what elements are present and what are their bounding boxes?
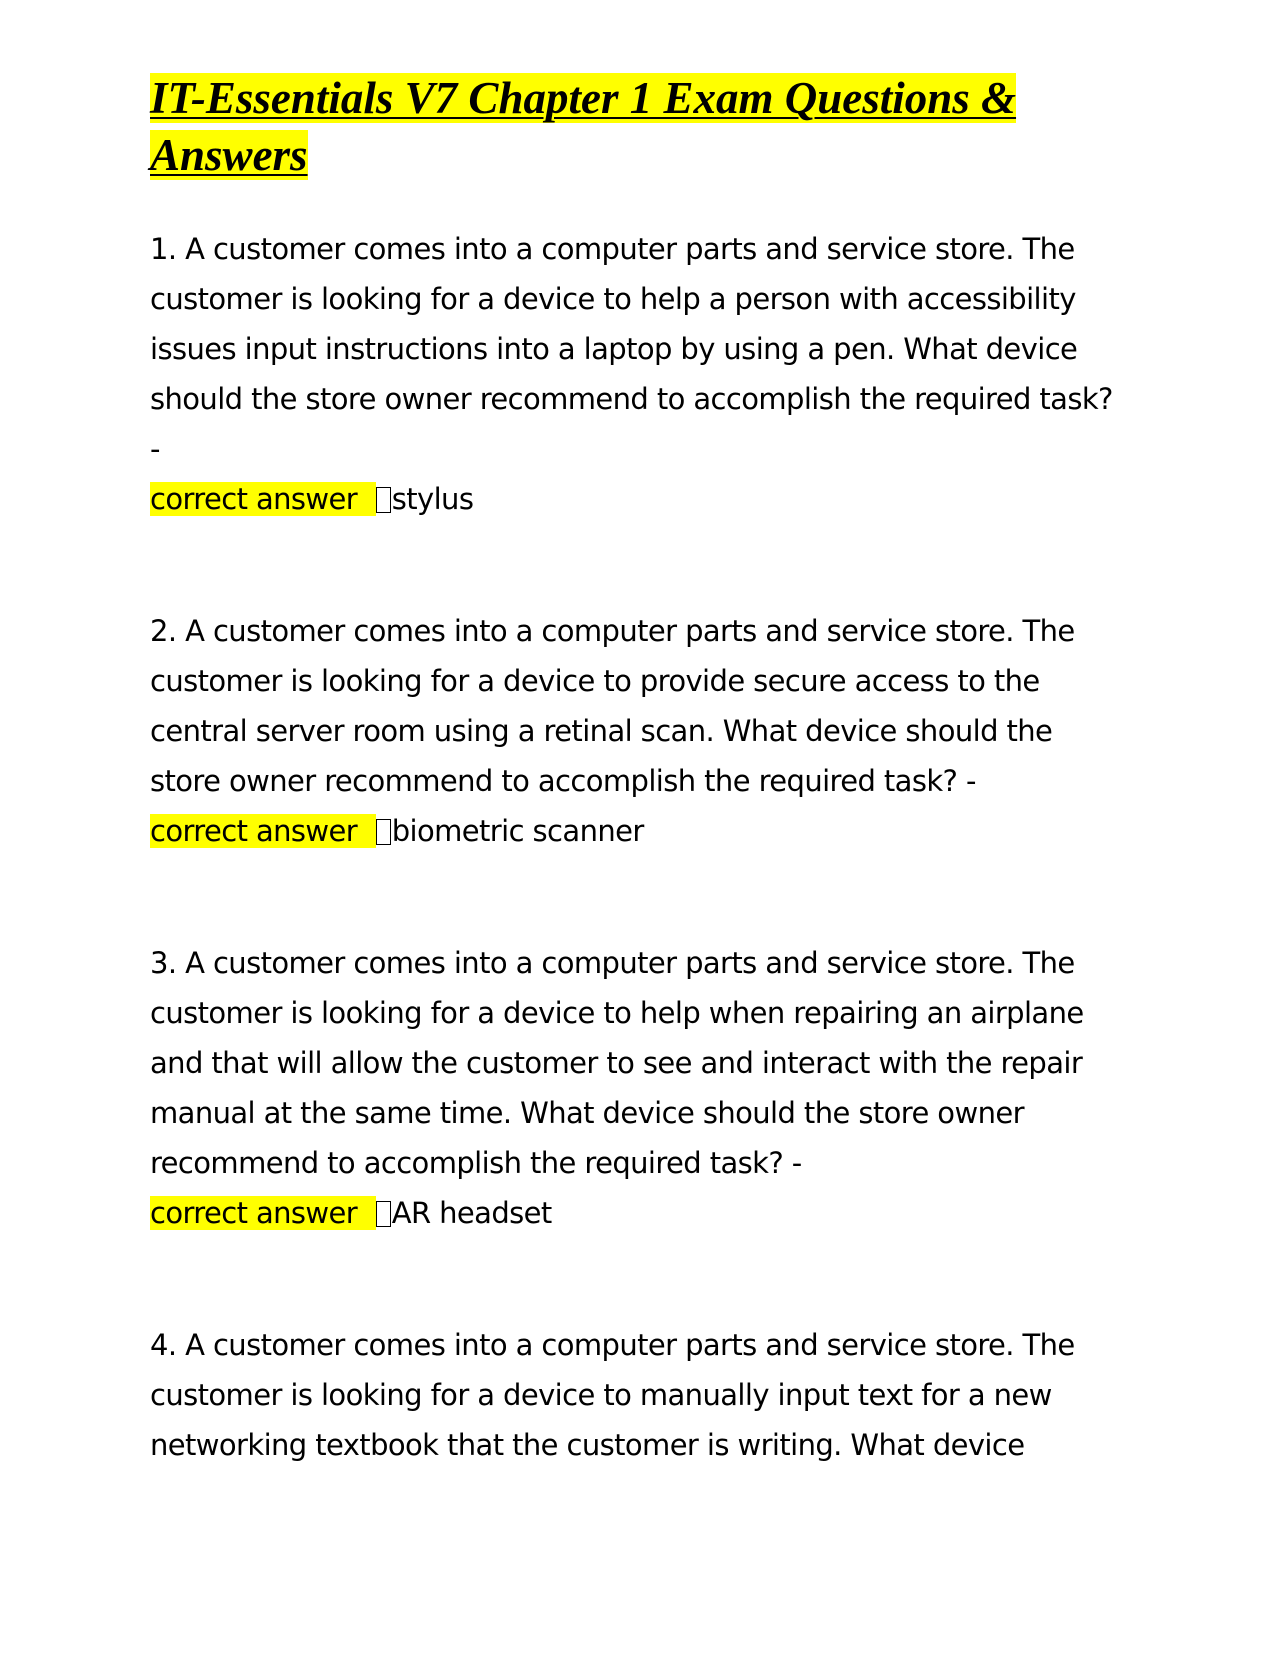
question-text: 4. A customer comes into a computer parts and service store. The customer is looking for a device to manually input text for a new networking textbook that the customer is writing. What device: [150, 1328, 1075, 1462]
answer-label: correct answer: [150, 814, 376, 848]
answer-text: stylus: [391, 482, 474, 516]
question-4: [150, 1320, 1130, 1470]
document-page: [150, 70, 1130, 1470]
answer-text: AR headset: [391, 1196, 552, 1230]
document-title: [150, 70, 1130, 184]
question-text: 3. A customer comes into a computer parts and service store. The customer is looking for a device to help when repairing an airplane and that will allow the customer to see and interact with the repair manual at the same time. What device should the store owner recommend to accomplish the required task? -: [150, 946, 1084, 1180]
document-title-text: IT-Essentials V7 Chapter 1 Exam Questions & Answers: [150, 73, 1017, 180]
missing-glyph-box-icon: [376, 487, 391, 513]
missing-glyph-box-icon: [376, 819, 391, 845]
answer-text: biometric scanner: [391, 814, 644, 848]
answer-line: [150, 806, 1130, 856]
question-text: 2. A customer comes into a computer parts and service store. The customer is looking for a device to provide secure access to the central server room using a retinal scan. What device should the store owner recommend to accomplish the required task? -: [150, 614, 1075, 798]
question-1: [150, 224, 1130, 524]
answer-line: [150, 1188, 1130, 1238]
question-text: 1. A customer comes into a computer parts and service store. The customer is looking for a device to help a person with accessibility issues input instructions into a laptop by using a pen. What device should the store owner recommend to accomplish the required task? -: [150, 232, 1113, 466]
answer-label: correct answer: [150, 1196, 376, 1230]
question-2: [150, 606, 1130, 856]
answer-line: [150, 474, 1130, 524]
answer-label: correct answer: [150, 482, 376, 516]
missing-glyph-box-icon: [376, 1201, 391, 1227]
question-3: [150, 938, 1130, 1238]
